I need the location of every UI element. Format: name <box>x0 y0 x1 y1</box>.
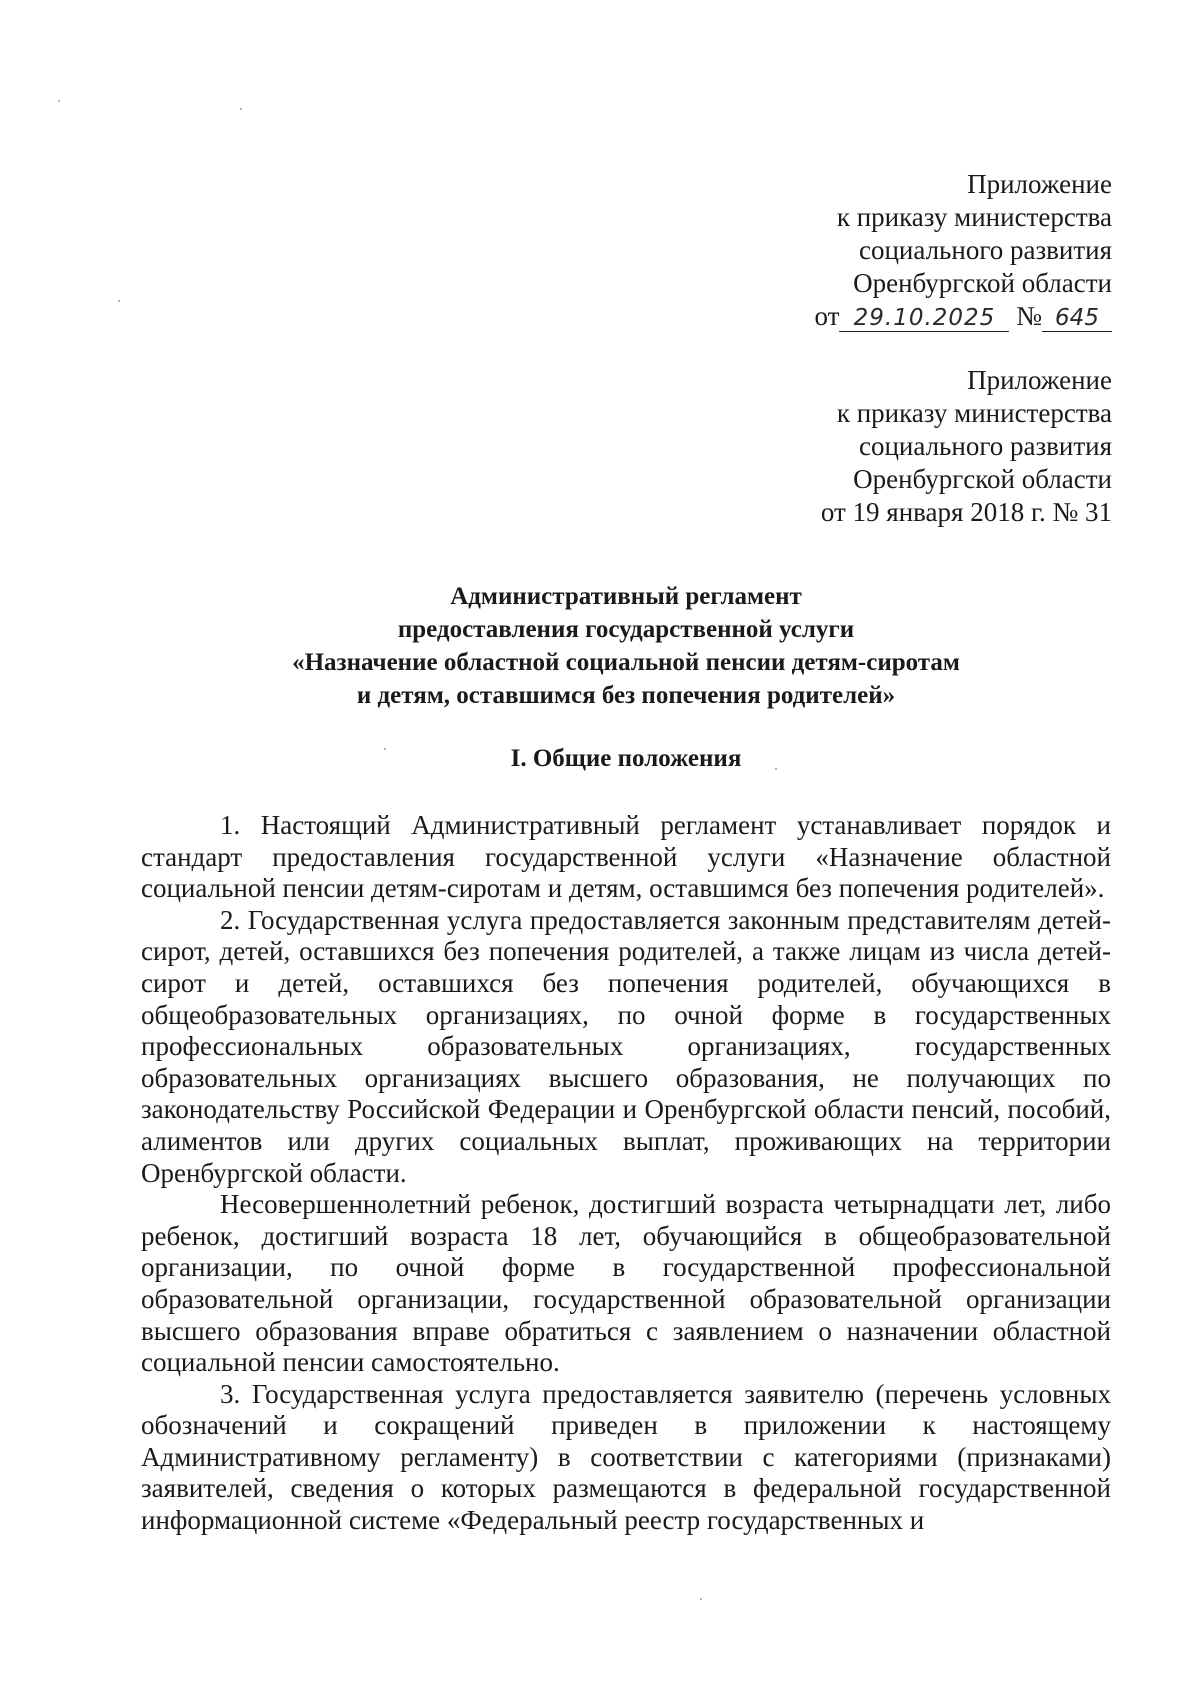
title-line-4: и детям, оставшимся без попечения родителей» <box>356 682 896 709</box>
title-line-2: предоставления государственной услуги <box>397 616 855 643</box>
date-prefix: от <box>814 301 840 331</box>
number-sign: № <box>1016 301 1042 331</box>
scan-speck <box>58 100 60 102</box>
approval-current-date-line <box>815 300 1112 333</box>
approval-original-line-5: от 19 января 2018 г. № 31 <box>820 497 1112 527</box>
scan-speck <box>700 1598 702 1600</box>
paragraph-1: 1. Настоящий Административный регламент устанавливает порядок и стандарт предоставления государственной услуги «Назначение областной социальной пенсии детям-сиротам и детям, оставшимся без попечения родителей». <box>141 810 1111 904</box>
scan-speck <box>240 108 242 110</box>
approval-original-line-3: социального развития <box>858 431 1112 461</box>
section-heading: I. Общие положения <box>510 745 742 772</box>
title-line-1: Административный регламент <box>450 583 802 610</box>
approval-block-current <box>815 168 1112 333</box>
paragraph-3: 3. Государственная услуга предоставляется заявителю (перечень условных обозначений и сокращений приведен в приложении к настоящему Административному регламенту) в соответствии с категориями (признаками) заявителей, сведения о которых размещаются в федеральной государственной информационной системе «Федеральный реестр государственных и <box>141 1378 1111 1536</box>
approval-block-original <box>821 364 1112 529</box>
approval-original-line-1: Приложение <box>967 365 1112 395</box>
handwritten-number: 645 <box>1042 305 1112 332</box>
scan-speck <box>118 300 120 302</box>
approval-original-line-4: Оренбургской области <box>853 464 1112 494</box>
approval-current-line-1: Приложение <box>967 169 1112 199</box>
paragraph-2: 2. Государственная услуга предоставляется законным представителям детей-сирот, детей, оставшихся без попечения родителей, а также лицам из числа детей-сирот и детей, оставшихся без попечения родителей, обучающихся в общеобразовательных организациях, по очной форме в государственных профессиональных образовательных организациях, государственных образовательных организациях высшего образования, не получающих по законодательству Российской Федерации и Оренбургской области пенсий, пособий, алиментов или других социальных выплат, проживающих на территории Оренбургской области. <box>141 904 1111 1188</box>
approval-current-line-4: Оренбургской области <box>853 268 1112 298</box>
handwritten-date: 29.10.2025 <box>839 305 1009 332</box>
approval-current-line-3: социального развития <box>858 235 1112 265</box>
approval-original-line-2: к приказу министерства <box>836 398 1112 428</box>
document-body <box>141 810 1111 1537</box>
approval-current-line-2: к приказу министерства <box>836 202 1112 232</box>
paragraph-2-continued: Несовершеннолетний ребенок, достигший возраста четырнадцати лет, либо ребенок, достигший возраста 18 лет, обучающийся в общеобразовательной организации, по очной форме в государственной профессиональной образовательной организации, государственной образовательной организации высшего образования вправе обратиться с заявлением о назначении областной социальной пенсии самостоятельно. <box>141 1189 1111 1378</box>
document-title <box>140 580 1112 712</box>
title-line-3: «Назначение областной социальной пенсии детям-сиротам <box>292 649 960 676</box>
